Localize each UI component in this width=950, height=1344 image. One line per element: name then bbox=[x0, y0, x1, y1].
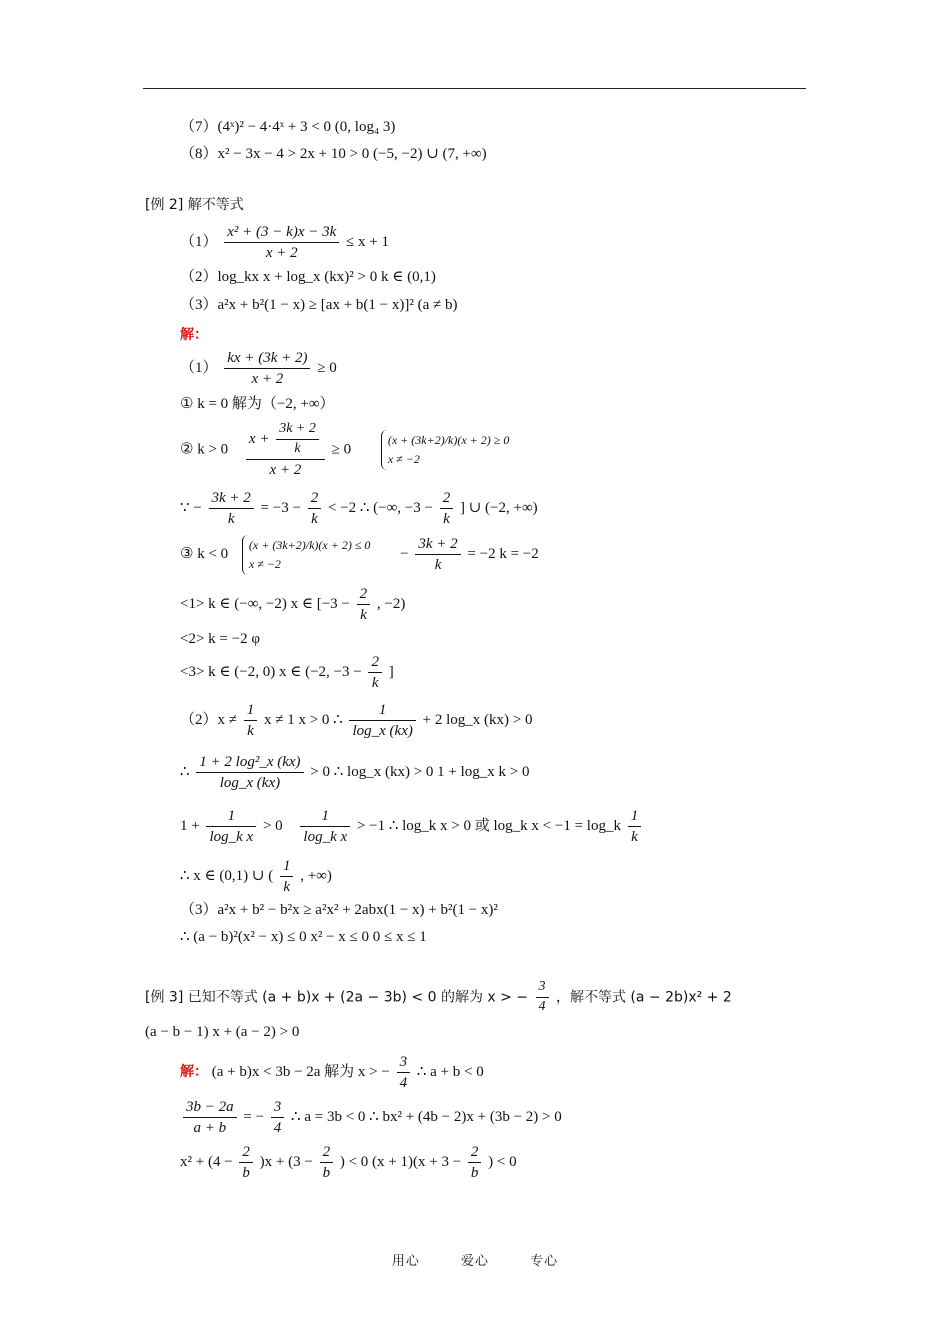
ex2-solution-label: 解： bbox=[180, 327, 208, 343]
item-7: （7）(4ˣ)² − 4·4ˣ + 3 < 0 (0, log₄ 3) bbox=[180, 119, 396, 135]
ex2-s1-fraction: $\frac{kx + (3k + 2)}{x + 2}$ bbox=[224, 348, 310, 390]
subcase-2: <2> k = −2 φ bbox=[180, 631, 260, 647]
case-2: ② k > 0 x + $\frac{3k + 2}{k}$ x + 2 ≥ 0 (x + (3k+2)/k)(x + 2) ≥ 0 x ≠ −2 bbox=[180, 420, 515, 480]
footer-text-2: 爱心 bbox=[460, 1254, 489, 1269]
ex2-p2: （2）x ≠ $\frac{1}{k}$ x ≠ 1 x > 0 ∴ $\frac{1}{\log\_x (kx)}$ + 2 log_x (kx) > 0 bbox=[180, 700, 532, 742]
case-1: ① k = 0 解为（−2, +∞） bbox=[180, 396, 335, 412]
example-3-title: [例 3] 已知不等式 (a + b)x + (2a − 3b) < 0 的解为 x > − $\frac{3}{4}$ ，解不等式 (a − 2b)x² + 2 bbox=[145, 978, 732, 1017]
subcase-3: <3> k ∈ (−2, 0) x ∈ (−2, −3 − $\frac{2}{k}$ ] bbox=[180, 652, 394, 694]
item-8: （8）x² − 3x − 4 > 2x + 10 > 0 (−5, −2) ∪ (7, +∞) bbox=[180, 146, 487, 162]
ex2-q1: （1） $\frac{\text{x² + (3 − k)x − 3k}}{x + 2}$ ≤ x + 1 bbox=[180, 222, 389, 264]
example-2-title: [例 2] 解不等式 bbox=[145, 197, 244, 213]
page-footer bbox=[0, 1250, 950, 1269]
ex2-q3: （3）a²x + b²(1 − x) ≥ [ax + b(1 − x)]² (a ≠ b) bbox=[180, 297, 458, 313]
ex2-q2: （2）log_kx x + log_x (kx)² > 0 k ∈ (0,1) bbox=[180, 269, 436, 285]
ex2-q1-fraction: $\frac{\text{x² + (3 − k)x − 3k}}{x + 2}$ bbox=[224, 222, 339, 264]
case-3-system: (x + (3k+2)/k)(x + 2) ≤ 0 x ≠ −2 bbox=[242, 535, 377, 575]
ex2-p3: （3）a²x + b² − b²x ≥ a²x² + 2abx(1 − x) + b²(1 − x)² bbox=[180, 902, 498, 918]
ex3-s1: 解： (a + b)x < 3b − 2a 解为 x > − $\frac{3}{4}$ ∴ a + b < 0 bbox=[180, 1052, 484, 1094]
ex2-s1: （1） $\frac{kx + (3k + 2)}{x + 2}$ ≥ 0 bbox=[180, 348, 337, 390]
case-2-system: (x + (3k+2)/k)(x + 2) ≥ 0 x ≠ −2 bbox=[381, 430, 516, 470]
ex2-p3-answer: ∴ (a − b)²(x² − x) ≤ 0 x² − x ≤ 0 0 ≤ x ≤ 1 bbox=[180, 929, 427, 945]
case-2-fraction: x + $\frac{3k + 2}{k}$ x + 2 bbox=[246, 420, 325, 480]
subcase-1: <1> k ∈ (−∞, −2) x ∈ [−3 − $\frac{2}{k}$ , −2) bbox=[180, 584, 405, 626]
ex3-s3: x² + (4 − $\frac{2}{b}$ )x + (3 − $\frac{2}{b}$ ) < 0 (x + 1)(x + 3 − $\frac{2}{b}$ ) < 0 bbox=[180, 1142, 517, 1184]
footer-text-1: 用心 bbox=[391, 1254, 420, 1269]
ex2-p2-step2: 1 + $\frac{1}{\text{log\_k x}}$ > 0 $\frac{1}{\text{log\_k x}}$ > −1 ∴ log_k x > 0 或 log_k x < −1 = log_k $\frac{1}{k}$ bbox=[180, 806, 644, 848]
ex2-p2-answer: ∴ x ∈ (0,1) ∪ ( $\frac{1}{k}$ , +∞) bbox=[180, 856, 332, 898]
ex2-p2-step: ∴ $\frac{\text{1 + 2 log²\_x (kx)}}{\log\_x (kx)}$ > 0 ∴ log_x (kx) > 0 1 + log_x k > 0 bbox=[180, 752, 530, 794]
footer-text-3: 专心 bbox=[530, 1254, 559, 1269]
header-rule bbox=[143, 88, 806, 89]
case-2-conclusion: ∵ − $\frac{3k + 2}{k}$ = −3 − $\frac{2}{k}$ < −2 ∴ (−∞, −3 − $\frac{2}{k}$ ] ∪ (−2, +∞) bbox=[180, 488, 538, 530]
ex3-s2: $\frac{3b - 2a}{a + b}$ = − $\frac{3}{4}$ ∴ a = 3b < 0 ∴ bx² + (4b − 2)x + (3b − 2) > 0 bbox=[180, 1097, 562, 1139]
example-3-title-cont: (a − b − 1) x + (a − 2) > 0 bbox=[145, 1024, 300, 1040]
case-3: ③ k < 0 (x + (3k+2)/k)(x + 2) ≤ 0 x ≠ −2 − $\frac{3k + 2}{k}$ = −2 k = −2 bbox=[180, 534, 539, 576]
